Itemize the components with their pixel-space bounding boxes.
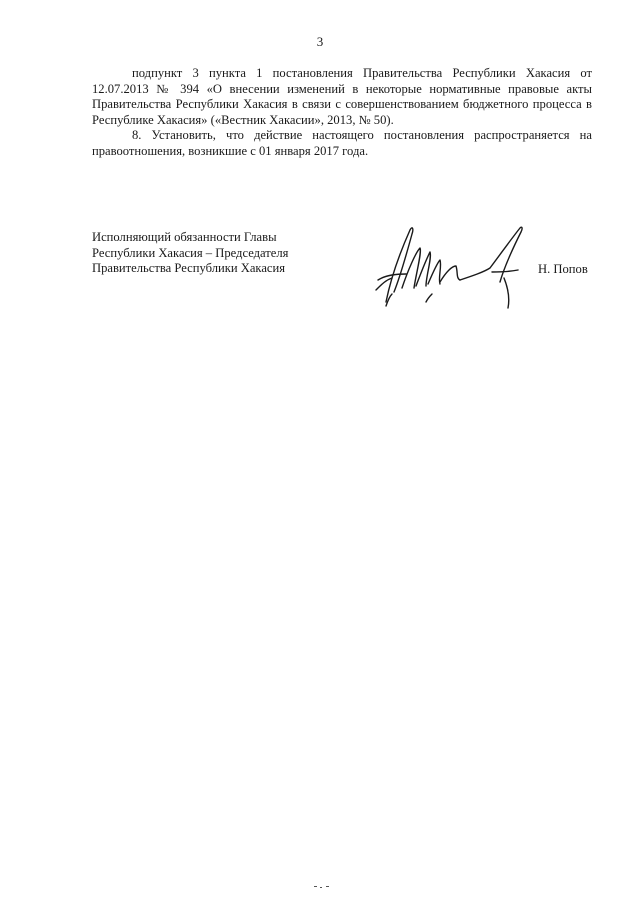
signatory-title-line: Исполняющий обязанности Главы	[92, 230, 277, 244]
document-body	[92, 66, 592, 160]
signatory-title	[92, 230, 288, 277]
paragraph-repeal-item: подпункт 3 пункта 1 постановления Правительства Республики Хакасия от 12.07.2013 № 394 «О внесении изменений в некоторые нормативные правовые акты Правительства Республики Хакасия в связи с совершенствованием бюджетного процесса в Республике Хакасия» («Вестник Хакасии», 2013, № 50).	[92, 66, 592, 127]
page-number: 3	[316, 34, 324, 49]
paragraph-item-8: 8. Установить, что действие настоящего постановления распространяется на правоотношения, возникшие с 01 января 2017 года.	[92, 128, 592, 158]
signatory-title-line: Правительства Республики Хакасия	[92, 261, 286, 276]
handwritten-signature-icon	[372, 222, 542, 312]
scan-artifact	[312, 884, 332, 890]
signatory-title-line: Республики Хакасия – Председателя	[92, 245, 289, 260]
signer-name: Н. Попов	[538, 262, 588, 276]
